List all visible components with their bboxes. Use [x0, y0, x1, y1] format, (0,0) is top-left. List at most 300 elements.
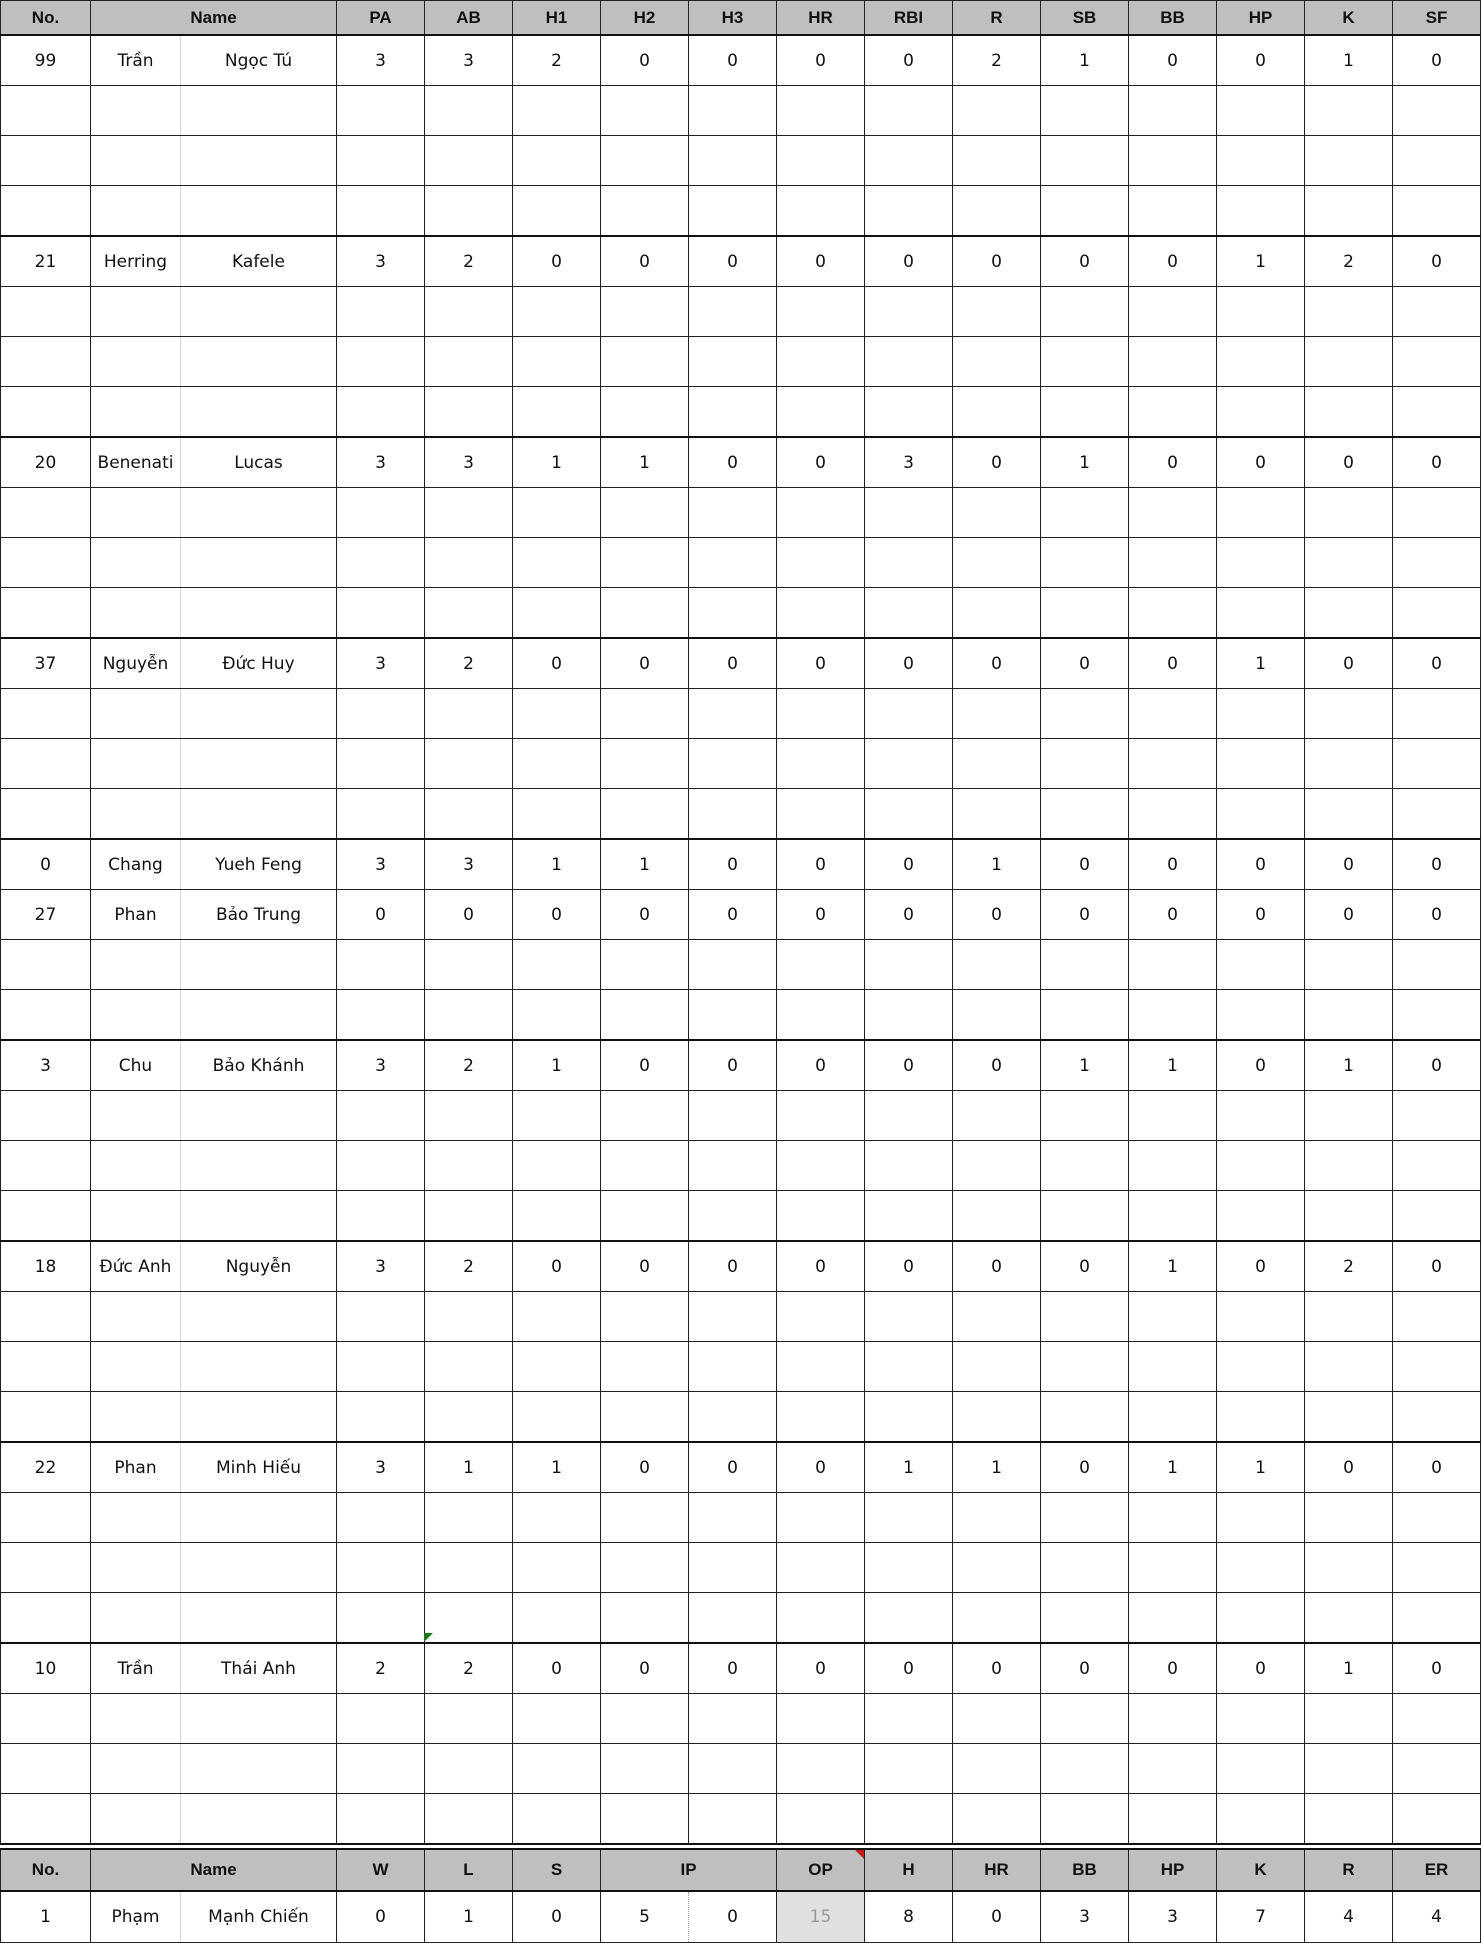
player-first-name[interactable] — [91, 789, 181, 840]
cell-rbi[interactable]: 0 — [865, 890, 953, 940]
cell-k[interactable] — [1305, 1794, 1393, 1845]
cell-h2[interactable]: 0 — [601, 1643, 689, 1694]
cell-h3[interactable]: 0 — [689, 839, 777, 890]
player-last-name[interactable] — [181, 1593, 337, 1644]
cell-rbi[interactable] — [865, 538, 953, 588]
cell-hr[interactable] — [777, 588, 865, 639]
cell-h3[interactable]: 0 — [689, 236, 777, 287]
cell-pa[interactable]: 3 — [337, 638, 425, 689]
cell-h1[interactable] — [513, 488, 601, 538]
cell-sb[interactable] — [1041, 1794, 1129, 1845]
cell-sf[interactable] — [1393, 1493, 1481, 1543]
cell-hp[interactable]: 0 — [1217, 1040, 1305, 1091]
cell-rbi[interactable] — [865, 1392, 953, 1443]
cell-bb[interactable] — [1129, 488, 1217, 538]
cell-hp[interactable] — [1217, 1191, 1305, 1242]
player-last-name[interactable]: Kafele — [181, 236, 337, 287]
cell-sf[interactable] — [1393, 1794, 1481, 1845]
cell-hr[interactable]: 0 — [777, 839, 865, 890]
cell-r[interactable]: 1 — [953, 839, 1041, 890]
cell-h1[interactable]: 1 — [513, 437, 601, 488]
cell-r[interactable] — [953, 1091, 1041, 1141]
cell-k[interactable]: 0 — [1305, 890, 1393, 940]
cell-rbi[interactable] — [865, 387, 953, 438]
cell-hp[interactable]: 3 — [1129, 1891, 1217, 1943]
cell-h1[interactable] — [513, 136, 601, 186]
cell-h3[interactable] — [689, 990, 777, 1041]
cell-h3[interactable]: 0 — [689, 1442, 777, 1493]
cell-rbi[interactable] — [865, 1543, 953, 1593]
cell-hp[interactable] — [1217, 990, 1305, 1041]
cell-k[interactable] — [1305, 287, 1393, 337]
cell-h3[interactable] — [689, 186, 777, 237]
cell-k[interactable] — [1305, 1342, 1393, 1392]
cell-hp[interactable] — [1217, 538, 1305, 588]
cell-sf[interactable]: 0 — [1393, 35, 1481, 86]
cell-sb[interactable]: 0 — [1041, 236, 1129, 287]
cell-k[interactable] — [1305, 337, 1393, 387]
player-first-name[interactable]: Herring — [91, 236, 181, 287]
cell-sf[interactable]: 0 — [1393, 1442, 1481, 1493]
cell-bb[interactable] — [1129, 789, 1217, 840]
cell-ab[interactable] — [425, 186, 513, 237]
cell-pa[interactable] — [337, 1543, 425, 1593]
cell-ab[interactable] — [425, 789, 513, 840]
cell-pa[interactable] — [337, 287, 425, 337]
player-last-name[interactable] — [181, 186, 337, 237]
player-number[interactable] — [1, 1091, 91, 1141]
cell-h2[interactable]: 0 — [601, 1040, 689, 1091]
cell-h1[interactable] — [513, 1292, 601, 1342]
player-number[interactable] — [1, 588, 91, 639]
cell-k[interactable] — [1305, 136, 1393, 186]
cell-k[interactable]: 0 — [1305, 437, 1393, 488]
header-hp[interactable]: HP — [1129, 1849, 1217, 1891]
cell-hr[interactable] — [777, 538, 865, 588]
cell-r[interactable]: 0 — [953, 1241, 1041, 1292]
player-last-name[interactable] — [181, 1292, 337, 1342]
cell-bb[interactable] — [1129, 739, 1217, 789]
cell-sb[interactable] — [1041, 990, 1129, 1041]
cell-r[interactable] — [953, 1342, 1041, 1392]
header-l[interactable]: L — [425, 1849, 513, 1891]
header-name[interactable]: Name — [91, 1849, 337, 1891]
cell-k[interactable] — [1305, 1191, 1393, 1242]
cell-r[interactable] — [953, 1191, 1041, 1242]
cell-h2[interactable] — [601, 1392, 689, 1443]
cell-sf[interactable]: 0 — [1393, 890, 1481, 940]
cell-k[interactable] — [1305, 1694, 1393, 1744]
cell-hp[interactable] — [1217, 739, 1305, 789]
cell-op[interactable]: 15 — [777, 1891, 865, 1943]
cell-bb[interactable]: 0 — [1129, 437, 1217, 488]
cell-h1[interactable] — [513, 1794, 601, 1845]
header-er[interactable]: ER — [1393, 1849, 1481, 1891]
cell-hr[interactable] — [777, 387, 865, 438]
header-h[interactable]: H — [865, 1849, 953, 1891]
player-last-name[interactable] — [181, 287, 337, 337]
player-last-name[interactable] — [181, 588, 337, 639]
cell-ab[interactable] — [425, 1091, 513, 1141]
cell-ab[interactable] — [425, 1191, 513, 1242]
cell-ab[interactable] — [425, 337, 513, 387]
player-number[interactable] — [1, 789, 91, 840]
cell-bb[interactable] — [1129, 1342, 1217, 1392]
cell-sb[interactable] — [1041, 1342, 1129, 1392]
player-first-name[interactable] — [91, 86, 181, 136]
cell-hp[interactable] — [1217, 940, 1305, 990]
player-number[interactable] — [1, 1744, 91, 1794]
cell-rbi[interactable] — [865, 990, 953, 1041]
cell-sf[interactable] — [1393, 689, 1481, 739]
cell-hp[interactable] — [1217, 1342, 1305, 1392]
cell-h3[interactable] — [689, 1141, 777, 1191]
cell-hr[interactable]: 0 — [777, 1643, 865, 1694]
player-number[interactable]: 0 — [1, 839, 91, 890]
player-first-name[interactable] — [91, 1191, 181, 1242]
cell-h3[interactable] — [689, 287, 777, 337]
cell-bb[interactable] — [1129, 588, 1217, 639]
cell-pa[interactable] — [337, 789, 425, 840]
cell-sb[interactable] — [1041, 940, 1129, 990]
cell-bb[interactable] — [1129, 86, 1217, 136]
cell-hr[interactable] — [777, 1141, 865, 1191]
cell-sb[interactable] — [1041, 1744, 1129, 1794]
cell-h1[interactable] — [513, 1543, 601, 1593]
cell-h2[interactable] — [601, 1292, 689, 1342]
cell-r[interactable] — [953, 1543, 1041, 1593]
cell-rbi[interactable] — [865, 1191, 953, 1242]
cell-sb[interactable]: 1 — [1041, 437, 1129, 488]
cell-h2[interactable]: 1 — [601, 839, 689, 890]
cell-pa[interactable]: 3 — [337, 1442, 425, 1493]
cell-bb[interactable]: 0 — [1129, 890, 1217, 940]
header-sf[interactable]: SF — [1393, 1, 1481, 36]
header-no[interactable]: No. — [1, 1849, 91, 1891]
cell-h2[interactable] — [601, 186, 689, 237]
cell-k[interactable] — [1305, 488, 1393, 538]
cell-h1[interactable] — [513, 789, 601, 840]
cell-pa[interactable] — [337, 538, 425, 588]
cell-hp[interactable]: 0 — [1217, 1241, 1305, 1292]
cell-sf[interactable] — [1393, 287, 1481, 337]
cell-h3[interactable] — [689, 1392, 777, 1443]
cell-hp[interactable] — [1217, 1493, 1305, 1543]
cell-h3[interactable] — [689, 1191, 777, 1242]
cell-ab[interactable] — [425, 1141, 513, 1191]
cell-k[interactable] — [1305, 538, 1393, 588]
cell-hp[interactable] — [1217, 287, 1305, 337]
player-last-name[interactable] — [181, 1794, 337, 1845]
cell-bb[interactable]: 0 — [1129, 35, 1217, 86]
cell-h2[interactable] — [601, 789, 689, 840]
cell-pa[interactable]: 3 — [337, 1040, 425, 1091]
player-last-name[interactable]: Nguyễn — [181, 1241, 337, 1292]
cell-hp[interactable] — [1217, 387, 1305, 438]
cell-pa[interactable] — [337, 1694, 425, 1744]
header-rbi[interactable]: RBI — [865, 1, 953, 36]
cell-k[interactable] — [1305, 1493, 1393, 1543]
cell-h1[interactable]: 1 — [513, 839, 601, 890]
cell-bb[interactable] — [1129, 1091, 1217, 1141]
cell-bb[interactable] — [1129, 1543, 1217, 1593]
comment-indicator-green[interactable] — [424, 1633, 433, 1642]
header-bb[interactable]: BB — [1129, 1, 1217, 36]
cell-sf[interactable] — [1393, 739, 1481, 789]
cell-h3[interactable] — [689, 1694, 777, 1744]
cell-bb[interactable] — [1129, 1191, 1217, 1242]
player-number[interactable] — [1, 1191, 91, 1242]
cell-rbi[interactable] — [865, 1593, 953, 1644]
cell-h3[interactable]: 0 — [689, 1241, 777, 1292]
cell-sf[interactable] — [1393, 789, 1481, 840]
cell-er[interactable]: 4 — [1393, 1891, 1481, 1943]
cell-pa[interactable] — [337, 337, 425, 387]
cell-hr[interactable] — [777, 1091, 865, 1141]
player-last-name[interactable] — [181, 990, 337, 1041]
cell-pa[interactable]: 3 — [337, 35, 425, 86]
cell-sf[interactable]: 0 — [1393, 437, 1481, 488]
cell-sf[interactable]: 0 — [1393, 236, 1481, 287]
cell-pa[interactable] — [337, 1794, 425, 1845]
cell-ab[interactable] — [425, 990, 513, 1041]
cell-h2[interactable]: 0 — [601, 890, 689, 940]
cell-bb[interactable] — [1129, 337, 1217, 387]
cell-ab[interactable] — [425, 1292, 513, 1342]
cell-rbi[interactable] — [865, 1342, 953, 1392]
cell-bb[interactable]: 0 — [1129, 638, 1217, 689]
cell-hp[interactable] — [1217, 789, 1305, 840]
cell-h3[interactable] — [689, 1292, 777, 1342]
cell-rbi[interactable] — [865, 136, 953, 186]
cell-bb[interactable] — [1129, 1292, 1217, 1342]
player-first-name[interactable] — [91, 538, 181, 588]
cell-pa[interactable] — [337, 1191, 425, 1242]
cell-h2[interactable] — [601, 940, 689, 990]
cell-hp[interactable]: 0 — [1217, 35, 1305, 86]
cell-r[interactable] — [953, 1392, 1041, 1443]
player-number[interactable]: 99 — [1, 35, 91, 86]
cell-h1[interactable] — [513, 1191, 601, 1242]
pitcher-number[interactable]: 1 — [1, 1891, 91, 1943]
cell-sf[interactable] — [1393, 990, 1481, 1041]
player-first-name[interactable]: Benenati — [91, 437, 181, 488]
cell-ab[interactable] — [425, 1493, 513, 1543]
cell-hr[interactable] — [777, 1493, 865, 1543]
cell-hp[interactable] — [1217, 1744, 1305, 1794]
cell-h1[interactable] — [513, 1694, 601, 1744]
cell-bb[interactable] — [1129, 186, 1217, 237]
cell-s[interactable]: 0 — [513, 1891, 601, 1943]
cell-hr[interactable]: 0 — [953, 1891, 1041, 1943]
cell-h2[interactable] — [601, 1342, 689, 1392]
player-first-name[interactable] — [91, 186, 181, 237]
cell-pa[interactable] — [337, 1292, 425, 1342]
cell-rbi[interactable]: 1 — [865, 1442, 953, 1493]
cell-h2[interactable] — [601, 1141, 689, 1191]
cell-sb[interactable]: 1 — [1041, 1040, 1129, 1091]
cell-ab[interactable]: 3 — [425, 437, 513, 488]
cell-bb[interactable]: 1 — [1129, 1040, 1217, 1091]
cell-r[interactable]: 1 — [953, 1442, 1041, 1493]
cell-sf[interactable]: 0 — [1393, 1241, 1481, 1292]
cell-ab[interactable]: 1 — [425, 1442, 513, 1493]
player-last-name[interactable] — [181, 1694, 337, 1744]
cell-r[interactable] — [953, 86, 1041, 136]
cell-bb[interactable] — [1129, 287, 1217, 337]
cell-h3[interactable]: 0 — [689, 890, 777, 940]
cell-rbi[interactable] — [865, 689, 953, 739]
cell-r[interactable] — [953, 739, 1041, 789]
cell-ab[interactable] — [425, 739, 513, 789]
cell-sb[interactable] — [1041, 1593, 1129, 1644]
player-last-name[interactable] — [181, 488, 337, 538]
cell-sb[interactable] — [1041, 387, 1129, 438]
cell-ab[interactable] — [425, 1694, 513, 1744]
cell-h2[interactable] — [601, 1593, 689, 1644]
cell-k[interactable] — [1305, 739, 1393, 789]
cell-rbi[interactable] — [865, 1493, 953, 1543]
cell-h2[interactable] — [601, 1694, 689, 1744]
cell-r[interactable] — [953, 337, 1041, 387]
cell-pa[interactable] — [337, 1091, 425, 1141]
cell-h1[interactable] — [513, 86, 601, 136]
player-last-name[interactable]: Bảo Khánh — [181, 1040, 337, 1091]
player-first-name[interactable] — [91, 1744, 181, 1794]
cell-h2[interactable] — [601, 1543, 689, 1593]
cell-pa[interactable] — [337, 186, 425, 237]
cell-pa[interactable]: 3 — [337, 236, 425, 287]
cell-hp[interactable]: 0 — [1217, 839, 1305, 890]
cell-h3[interactable] — [689, 789, 777, 840]
cell-sb[interactable]: 0 — [1041, 1643, 1129, 1694]
player-number[interactable]: 22 — [1, 1442, 91, 1493]
cell-k[interactable] — [1305, 186, 1393, 237]
player-number[interactable] — [1, 1342, 91, 1392]
cell-sb[interactable] — [1041, 1392, 1129, 1443]
cell-r[interactable] — [953, 538, 1041, 588]
cell-hr[interactable] — [777, 689, 865, 739]
cell-rbi[interactable]: 0 — [865, 236, 953, 287]
pitcher-last-name[interactable]: Mạnh Chiến — [181, 1891, 337, 1943]
cell-h1[interactable] — [513, 387, 601, 438]
player-first-name[interactable] — [91, 739, 181, 789]
player-last-name[interactable]: Ngọc Tú — [181, 35, 337, 86]
cell-h1[interactable] — [513, 588, 601, 639]
cell-h1[interactable] — [513, 1342, 601, 1392]
cell-hr[interactable] — [777, 940, 865, 990]
cell-hr[interactable] — [777, 1543, 865, 1593]
cell-rbi[interactable]: 0 — [865, 1040, 953, 1091]
cell-h2[interactable]: 0 — [601, 35, 689, 86]
player-last-name[interactable] — [181, 1141, 337, 1191]
cell-bb[interactable] — [1129, 1794, 1217, 1845]
cell-bb[interactable] — [1129, 990, 1217, 1041]
cell-r[interactable] — [953, 1292, 1041, 1342]
cell-h1[interactable]: 0 — [513, 890, 601, 940]
cell-h2[interactable]: 0 — [601, 1442, 689, 1493]
cell-r[interactable] — [953, 689, 1041, 739]
cell-hr[interactable] — [777, 1191, 865, 1242]
header-sb[interactable]: SB — [1041, 1, 1129, 36]
cell-h1[interactable] — [513, 739, 601, 789]
player-first-name[interactable] — [91, 940, 181, 990]
player-last-name[interactable] — [181, 136, 337, 186]
cell-bb[interactable]: 0 — [1129, 236, 1217, 287]
header-s[interactable]: S — [513, 1849, 601, 1891]
cell-hr[interactable] — [777, 1794, 865, 1845]
player-last-name[interactable] — [181, 1493, 337, 1543]
cell-k[interactable]: 2 — [1305, 1241, 1393, 1292]
cell-rbi[interactable]: 0 — [865, 1643, 953, 1694]
cell-sf[interactable] — [1393, 940, 1481, 990]
cell-h3[interactable] — [689, 1543, 777, 1593]
cell-h[interactable]: 8 — [865, 1891, 953, 1943]
cell-k[interactable]: 1 — [1305, 1643, 1393, 1694]
cell-h2[interactable] — [601, 136, 689, 186]
cell-hr[interactable] — [777, 789, 865, 840]
cell-sf[interactable] — [1393, 86, 1481, 136]
cell-rbi[interactable]: 0 — [865, 638, 953, 689]
cell-k[interactable] — [1305, 940, 1393, 990]
cell-k[interactable] — [1305, 689, 1393, 739]
cell-h1[interactable]: 0 — [513, 236, 601, 287]
cell-hr[interactable] — [777, 1593, 865, 1644]
cell-sf[interactable] — [1393, 1392, 1481, 1443]
cell-r[interactable] — [953, 1593, 1041, 1644]
cell-r[interactable] — [953, 488, 1041, 538]
cell-h2[interactable] — [601, 1191, 689, 1242]
cell-rbi[interactable] — [865, 1292, 953, 1342]
cell-k[interactable] — [1305, 1392, 1393, 1443]
cell-h3[interactable] — [689, 387, 777, 438]
cell-hp[interactable] — [1217, 186, 1305, 237]
cell-h1[interactable] — [513, 990, 601, 1041]
cell-hr[interactable]: 0 — [777, 236, 865, 287]
cell-ab[interactable] — [425, 538, 513, 588]
comment-indicator-red[interactable] — [855, 1850, 864, 1859]
cell-hp[interactable] — [1217, 1593, 1305, 1644]
cell-pa[interactable] — [337, 1744, 425, 1794]
cell-r[interactable] — [953, 287, 1041, 337]
cell-hr[interactable] — [777, 136, 865, 186]
cell-k[interactable] — [1305, 86, 1393, 136]
cell-h2[interactable] — [601, 588, 689, 639]
cell-hp[interactable] — [1217, 1543, 1305, 1593]
cell-h2[interactable] — [601, 739, 689, 789]
cell-sb[interactable] — [1041, 287, 1129, 337]
player-last-name[interactable] — [181, 1392, 337, 1443]
cell-pa[interactable] — [337, 1493, 425, 1543]
cell-hp[interactable]: 0 — [1217, 1643, 1305, 1694]
cell-sf[interactable] — [1393, 136, 1481, 186]
cell-sb[interactable]: 0 — [1041, 839, 1129, 890]
cell-pa[interactable] — [337, 488, 425, 538]
cell-h1[interactable] — [513, 1744, 601, 1794]
cell-hr[interactable] — [777, 287, 865, 337]
header-k[interactable]: K — [1217, 1849, 1305, 1891]
cell-hp[interactable] — [1217, 488, 1305, 538]
cell-h2[interactable] — [601, 1493, 689, 1543]
cell-hp[interactable]: 1 — [1217, 638, 1305, 689]
cell-h1[interactable] — [513, 538, 601, 588]
cell-sb[interactable] — [1041, 1292, 1129, 1342]
cell-rbi[interactable] — [865, 789, 953, 840]
cell-k[interactable] — [1305, 1744, 1393, 1794]
cell-ab[interactable] — [425, 588, 513, 639]
cell-sf[interactable]: 0 — [1393, 839, 1481, 890]
cell-ab[interactable] — [425, 287, 513, 337]
